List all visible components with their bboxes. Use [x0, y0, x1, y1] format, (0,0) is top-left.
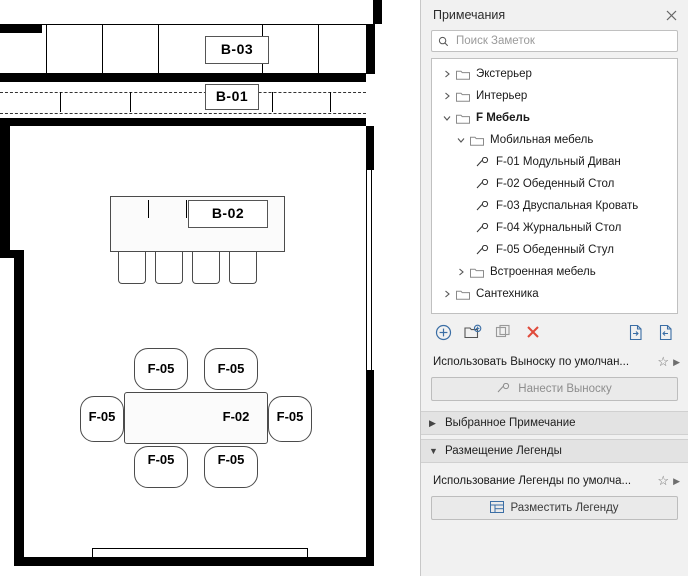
tree-note-f05[interactable]: [432, 239, 677, 261]
close-icon[interactable]: [662, 6, 680, 24]
chevron-right-icon[interactable]: [454, 265, 468, 279]
sofa-divider-2: [186, 200, 187, 218]
tree-note-f01[interactable]: [432, 151, 677, 173]
tag-f05-bottom-right[interactable]: F-05: [217, 452, 245, 467]
notes-tree[interactable]: [431, 58, 678, 314]
tree-item-exterior[interactable]: [432, 63, 677, 85]
tree-item-plumbing[interactable]: [432, 283, 677, 305]
notes-toolbar: [421, 314, 688, 350]
legend-icon: [490, 501, 504, 516]
glazing-div-3: [272, 92, 273, 112]
place-legend-label: Разместить Легенду: [510, 502, 619, 514]
folder-icon: [468, 265, 486, 279]
search-input[interactable]: [454, 34, 671, 48]
glazing-div-2: [130, 92, 131, 112]
tag-f05-right[interactable]: F-05: [276, 409, 304, 424]
leader-note-icon: [474, 221, 492, 235]
glazing-div-4: [330, 92, 331, 112]
bottom-opening-2: [92, 548, 93, 558]
tag-b03[interactable]: B-03: [205, 36, 269, 64]
place-legend-button[interactable]: [431, 496, 678, 520]
section-selected-note[interactable]: [421, 411, 688, 435]
cell-div-5: [318, 24, 319, 74]
wall-right-lower: [366, 370, 374, 566]
folder-icon: [454, 287, 472, 301]
bottom-opening-3: [307, 548, 308, 558]
tree-item-builtin-furniture[interactable]: [432, 261, 677, 283]
tree-item-label: Сантехника: [476, 288, 539, 300]
tree-item-label: F-03 Двуспальная Кровать: [496, 200, 639, 212]
leader-note-icon: [474, 243, 492, 257]
chevron-right-icon[interactable]: [440, 89, 454, 103]
wall-right-upper: [366, 24, 375, 74]
bottom-opening: [92, 548, 308, 549]
section-selected-note-label: Выбранное Примечание: [445, 417, 576, 429]
place-leader-label: Нанести Выноску: [518, 383, 612, 395]
chevron-right-icon[interactable]: [440, 287, 454, 301]
tree-item-label: F Мебель: [476, 112, 530, 124]
tree-item-furniture[interactable]: [432, 107, 677, 129]
star-icon[interactable]: ☆: [657, 354, 670, 369]
search-notes-field[interactable]: [431, 30, 678, 52]
folder-icon: [454, 67, 472, 81]
glazing-band: [0, 92, 366, 114]
chevron-down-icon[interactable]: [454, 133, 468, 147]
chair-b02-2[interactable]: [155, 252, 183, 284]
wall-left-jog: [0, 250, 24, 258]
room-edge-right: [366, 170, 367, 370]
export-icon[interactable]: [656, 322, 676, 342]
tag-f02[interactable]: F-02: [222, 409, 250, 424]
section-legend-placement[interactable]: [421, 439, 688, 463]
tag-f05-top-right[interactable]: F-05: [217, 361, 245, 376]
notes-panel: [420, 0, 688, 576]
chevron-down-icon[interactable]: [440, 111, 454, 125]
leader-icon: [497, 383, 512, 396]
folder-open-icon: [468, 133, 486, 147]
panel-title: Примечания: [433, 8, 506, 22]
folder-icon: [454, 89, 472, 103]
cell-div-2: [102, 24, 103, 74]
tree-item-label: Экстерьер: [476, 68, 532, 80]
wall-horizontal-lower: [0, 118, 366, 126]
wall-left-outer: [14, 255, 24, 565]
section-legend-placement-label: Размещение Легенды: [445, 445, 562, 457]
tree-item-label: Встроенная мебель: [490, 266, 596, 278]
tree-item-label: F-01 Модульный Диван: [496, 156, 621, 168]
tree-item-label: Интерьер: [476, 90, 528, 102]
chair-b02-1[interactable]: [118, 252, 146, 284]
tree-note-f04[interactable]: [432, 217, 677, 239]
folder-open-icon: [454, 111, 472, 125]
default-legend-label: Использование Легенды по умолча...: [433, 475, 632, 487]
import-icon[interactable]: [626, 322, 646, 342]
tag-f05-bottom-left[interactable]: F-05: [147, 452, 175, 467]
tree-item-interior[interactable]: [432, 85, 677, 107]
plus-circle-icon[interactable]: [433, 322, 453, 342]
chevron-right-icon[interactable]: ▶: [673, 356, 680, 367]
tree-note-f02[interactable]: [432, 173, 677, 195]
wall-right-room: [366, 126, 374, 170]
chevron-right-icon[interactable]: ▶: [429, 417, 436, 428]
panel-header: [421, 0, 688, 30]
delete-x-icon[interactable]: [523, 322, 543, 342]
default-leader-option-row[interactable]: [421, 350, 688, 374]
tree-item-label: F-05 Обеденный Стул: [496, 244, 614, 256]
chevron-down-icon[interactable]: ▼: [429, 446, 438, 456]
chair-b02-4[interactable]: [229, 252, 257, 284]
new-folder-icon[interactable]: [463, 322, 483, 342]
chevron-right-icon[interactable]: ▶: [673, 475, 680, 486]
tree-item-label: Мобильная мебель: [490, 134, 594, 146]
tag-f05-left[interactable]: F-05: [88, 409, 116, 424]
default-leader-label: Использовать Выноску по умолчан...: [433, 356, 630, 368]
sofa-divider-1: [148, 200, 149, 218]
wall-left-upper: [0, 126, 10, 256]
tag-f05-top-left[interactable]: F-05: [147, 361, 175, 376]
leader-note-icon: [474, 199, 492, 213]
chevron-right-icon[interactable]: [440, 67, 454, 81]
copy-icon[interactable]: [493, 322, 513, 342]
leader-note-icon: [474, 177, 492, 191]
tree-item-mobile-furniture[interactable]: [432, 129, 677, 151]
wall-right-room-thin: [371, 170, 372, 370]
tag-b01[interactable]: B-01: [205, 84, 259, 110]
tree-note-f03[interactable]: [432, 195, 677, 217]
leader-note-icon: [474, 155, 492, 169]
glazing-div-1: [60, 92, 61, 112]
chair-b02-3[interactable]: [192, 252, 220, 284]
tag-b02[interactable]: B-02: [188, 200, 268, 228]
wall-top-left: [0, 24, 42, 33]
default-legend-option-row[interactable]: [421, 469, 688, 493]
wall-bottom: [14, 557, 374, 566]
tree-item-label: F-02 Обеденный Стол: [496, 178, 615, 190]
wall-right-outer: [373, 0, 382, 24]
tree-item-label: F-04 Журнальный Стол: [496, 222, 622, 234]
wall-horizontal-upper: [0, 74, 366, 82]
cell-div-1: [46, 24, 47, 74]
search-icon: [438, 36, 449, 47]
place-leader-button[interactable]: [431, 377, 678, 401]
cell-div-3: [158, 24, 159, 74]
star-icon[interactable]: ☆: [657, 473, 670, 488]
